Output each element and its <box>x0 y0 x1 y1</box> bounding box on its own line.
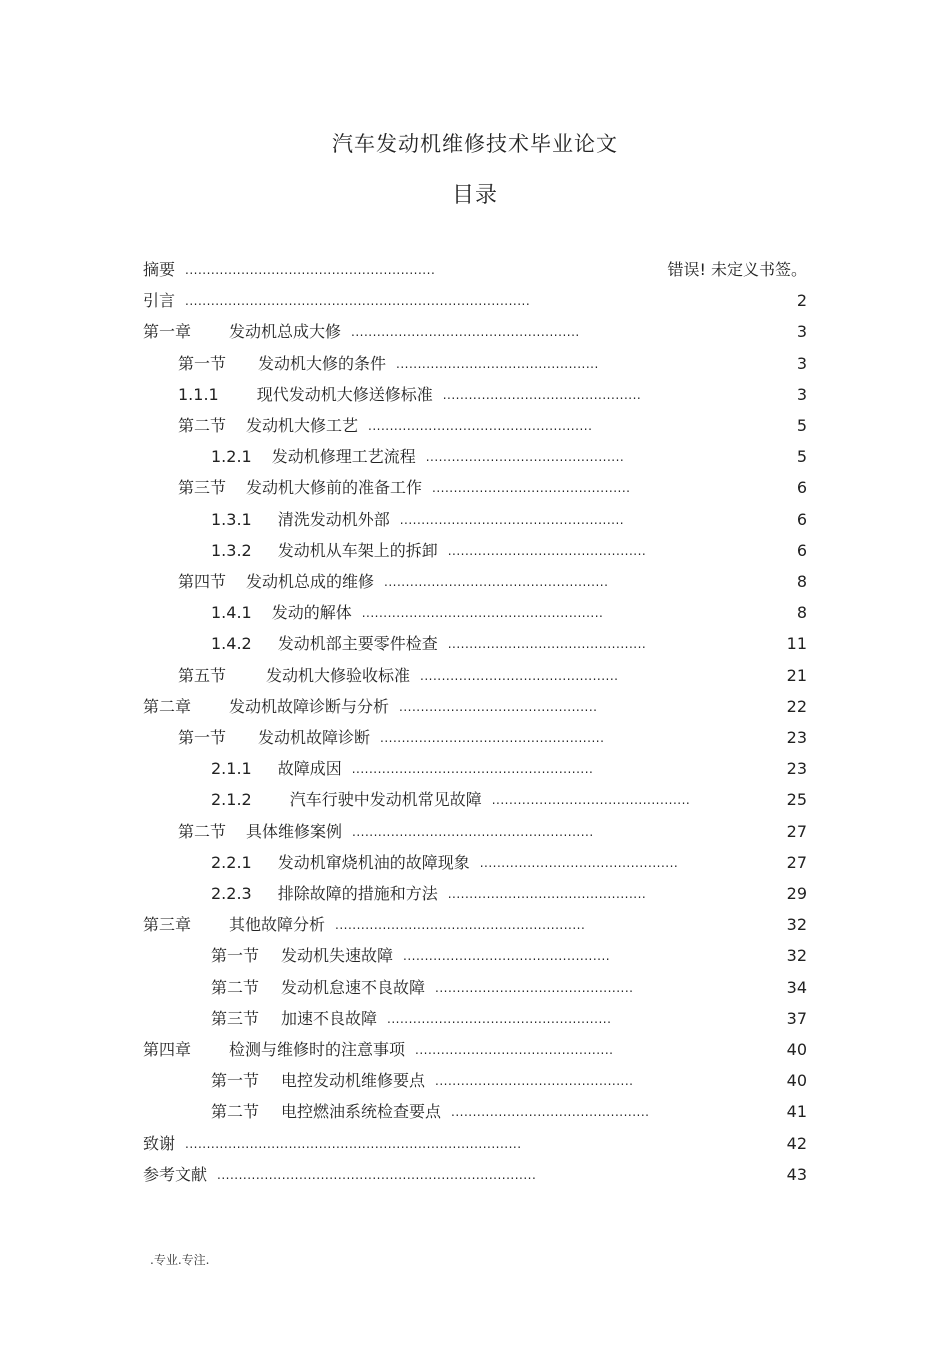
toc-entry-label <box>211 882 448 906</box>
toc-entry-label <box>178 820 352 844</box>
toc-leader-dots: .............................................. <box>435 980 634 995</box>
toc-entry-number: 第二节 <box>178 821 227 841</box>
toc-page-number: 27 <box>786 821 807 841</box>
toc-entry-title: 清洗发动机外部 <box>277 509 390 529</box>
toc-entry-title: 加速不良故障 <box>281 1008 378 1028</box>
document-title: 汽车发动机维修技术毕业论文 <box>332 132 618 156</box>
toc-entry-number: 第二章 <box>143 696 192 716</box>
toc-entry[interactable] <box>211 1007 611 1031</box>
toc-entry-number: 第四章 <box>143 1040 192 1059</box>
toc-leader-dots: .............................................. <box>425 450 625 465</box>
toc-entry-title: 故障成因 <box>277 759 342 779</box>
toc-entry-title: 发动机故障诊断与分析 <box>229 696 390 716</box>
toc-entry-label <box>211 1069 435 1093</box>
toc-page-number: 41 <box>786 1102 807 1122</box>
toc-page-number: 5 <box>796 416 807 435</box>
toc-entry-title: 发动机大修工艺 <box>246 416 359 435</box>
toc-entry-label <box>143 1163 217 1187</box>
toc-entry-label <box>143 320 351 344</box>
toc-entry-label <box>178 476 432 500</box>
page-footer: .专业.专注. <box>150 1253 210 1267</box>
toc-entry-number: 第三节 <box>211 1008 260 1028</box>
toc-entry-title: 发动机修理工艺流程 <box>271 447 416 467</box>
toc-entry-label <box>211 1007 387 1031</box>
toc-leader-dots: .............................................. <box>415 1043 614 1057</box>
toc-leader-dots: .......................................................................... <box>217 1167 537 1182</box>
toc-page-number: 2 <box>796 291 807 311</box>
toc-entry-title: 发动机故障诊断 <box>258 728 371 747</box>
toc-entry-label <box>143 1132 185 1156</box>
toc-page-number: 27 <box>786 852 807 872</box>
toc-entry-number: 1.1.1 <box>178 384 219 404</box>
toc-entry-label <box>211 944 403 968</box>
toc-leader-dots: .................................................... <box>399 512 625 527</box>
toc-entry-label <box>211 508 400 532</box>
toc-entry-title: 发动的解体 <box>271 603 352 623</box>
toc-page-number: 25 <box>786 790 807 810</box>
toc-leader-dots: .............................................. <box>435 1074 634 1089</box>
toc-entry-title: 发动机大修的条件 <box>258 353 387 373</box>
toc-entry-number: 第二节 <box>211 977 260 997</box>
toc-entry[interactable] <box>211 632 646 656</box>
toc-entry[interactable] <box>211 757 593 781</box>
toc-page-number: 32 <box>786 946 807 966</box>
toc-entry-number: 2.2.1 <box>211 852 252 872</box>
toc-entry-number: 2.1.2 <box>211 790 252 810</box>
toc-entry-title: 发动机总成大修 <box>229 322 342 342</box>
toc-entry-label <box>211 1100 451 1124</box>
toc-entry[interactable] <box>211 788 690 812</box>
toc-entry-number: 第三章 <box>143 915 192 935</box>
toc-leader-dots: ........................................................ <box>361 606 604 621</box>
toc-entry[interactable] <box>143 289 530 313</box>
toc-page-number: 8 <box>796 572 807 591</box>
toc-entry-number: 2.2.3 <box>211 884 252 903</box>
toc-entry-title: 排除故障的措施和方法 <box>277 884 438 903</box>
toc-entry[interactable] <box>178 664 619 688</box>
toc-entry[interactable] <box>211 601 603 625</box>
toc-entry-label <box>143 258 185 282</box>
toc-leader-dots: .................................................... <box>384 575 609 589</box>
toc-leader-dots: .............................................. <box>491 793 691 808</box>
toc-entry-title: 发动机大修前的准备工作 <box>246 478 423 498</box>
toc-page-number: 21 <box>786 665 807 685</box>
toc-entry-number: 第一节 <box>211 1071 260 1091</box>
toc-entry-number: 第三节 <box>178 478 227 498</box>
toc-page-number: 3 <box>796 322 807 342</box>
toc-leader-dots: .............................................. <box>432 481 631 496</box>
toc-entry-label <box>143 1038 415 1062</box>
toc-entry[interactable] <box>178 476 631 500</box>
toc-leader-dots: .............................................................................. <box>185 1136 522 1151</box>
toc-entry-title: 摘要 <box>143 260 176 279</box>
toc-entry-number: 1.2.1 <box>211 447 252 467</box>
toc-leader-dots: ........................................................ <box>351 762 594 777</box>
toc-leader-dots: ................................................ <box>403 949 611 964</box>
toc-entry-title: 具体维修案例 <box>246 821 343 841</box>
toc-page-number: 22 <box>786 696 807 716</box>
toc-entry[interactable] <box>143 1132 522 1156</box>
toc-entry[interactable] <box>178 726 604 750</box>
toc-entry-title: 现代发动机大修送修标准 <box>256 384 433 404</box>
toc-leader-dots: .............................................. <box>447 887 647 901</box>
toc-page-number: 8 <box>796 603 807 623</box>
toc-entry-number: 2.1.1 <box>211 759 252 779</box>
toc-page-number: 11 <box>786 634 807 654</box>
toc-entry[interactable] <box>178 414 592 438</box>
toc-leader-dots: .............................................. <box>479 855 679 870</box>
toc-entry-label <box>211 976 435 1000</box>
toc-entry-number: 1.3.1 <box>211 509 252 529</box>
toc-entry-title: 发动机窜烧机油的故障现象 <box>277 852 470 872</box>
toc-page-number: 3 <box>796 353 807 373</box>
toc-entry-label <box>211 851 480 875</box>
toc-entry[interactable] <box>211 539 646 563</box>
toc-page-number: 43 <box>786 1164 807 1184</box>
toc-entry-label <box>211 757 352 781</box>
toc-entry-title: 检测与维修时的注意事项 <box>229 1040 406 1059</box>
toc-page-number: 37 <box>786 1008 807 1028</box>
toc-entry[interactable] <box>211 1100 650 1124</box>
toc-entry[interactable] <box>211 445 624 469</box>
toc-page-number: 40 <box>786 1040 807 1059</box>
toc-entry[interactable] <box>143 695 598 719</box>
toc-leader-dots: .................................................... <box>368 419 593 433</box>
toc-page-number: 6 <box>796 478 807 498</box>
toc-entry-title: 发动机怠速不良故障 <box>281 977 426 997</box>
toc-leader-dots: .......................................................... <box>185 263 436 277</box>
toc-entry[interactable] <box>211 1069 634 1093</box>
toc-entry[interactable] <box>143 258 435 282</box>
toc-entry-number: 第五节 <box>178 665 227 685</box>
toc-entry-number: 第二节 <box>211 1102 260 1122</box>
toc-entry-label <box>178 383 443 407</box>
toc-entry-title: 发动机部主要零件检查 <box>277 634 438 654</box>
toc-entry-title: 电控发动机维修要点 <box>281 1071 426 1091</box>
toc-entry[interactable] <box>143 1163 536 1187</box>
toc-entry-label <box>178 726 380 750</box>
toc-entry-title: 引言 <box>143 291 176 311</box>
toc-entry-title: 电控燃油系统检查要点 <box>281 1102 442 1122</box>
toc-page-number: 40 <box>786 1071 807 1091</box>
toc-entry[interactable] <box>211 944 610 968</box>
toc-entry-label <box>178 570 384 594</box>
toc-entry-label <box>143 913 335 937</box>
toc-entry-label <box>143 289 185 313</box>
toc-entry-number: 第一节 <box>178 353 227 373</box>
toc-entry[interactable] <box>178 820 594 844</box>
toc-entry-label <box>211 445 426 469</box>
toc-entry-title: 发动机大修验收标准 <box>266 665 411 685</box>
toc-heading: 目录 <box>451 183 498 208</box>
toc-entry[interactable] <box>143 913 585 937</box>
toc-entry-label <box>178 664 420 688</box>
toc-leader-dots: .............................................. <box>447 543 647 558</box>
toc-entry-label <box>211 788 492 812</box>
toc-leader-dots: .................................................... <box>380 731 605 745</box>
toc-entry-title: 发动机总成的维修 <box>246 572 375 591</box>
toc-leader-dots: .............................................. <box>451 1105 650 1120</box>
toc-page-number: 23 <box>786 759 807 779</box>
toc-entry-title: 发动机失速故障 <box>281 946 394 966</box>
toc-page-number: 5 <box>796 447 807 467</box>
toc-entry-number: 1.4.1 <box>211 603 252 623</box>
toc-page-number: 23 <box>786 728 807 747</box>
toc-entry-title: 汽车行驶中发动机常见故障 <box>289 790 482 810</box>
toc-entry[interactable] <box>143 320 580 344</box>
toc-entry[interactable] <box>211 882 646 906</box>
toc-entry-number: 第一章 <box>143 322 192 342</box>
toc-entry-label <box>211 539 448 563</box>
toc-page-number: 32 <box>786 915 807 935</box>
toc-entry-title: 其他故障分析 <box>229 915 326 935</box>
toc-entry-number: 第一节 <box>211 946 260 966</box>
toc-entry-title: 参考文献 <box>143 1164 208 1184</box>
toc-entry[interactable] <box>211 508 624 532</box>
toc-leader-dots: .......................................................... <box>335 918 586 933</box>
toc-entry[interactable] <box>178 383 641 407</box>
toc-leader-dots: .............................................. <box>442 387 642 402</box>
toc-entry[interactable] <box>143 1038 614 1062</box>
toc-leader-dots: ................................................................................ <box>185 294 531 309</box>
toc-page-number: 6 <box>796 509 807 529</box>
toc-page-number: 29 <box>786 884 807 903</box>
toc-leader-dots: ..................................................... <box>351 325 580 340</box>
toc-leader-dots: ........................................................ <box>352 824 594 839</box>
toc-entry-number: 第二节 <box>178 416 227 435</box>
toc-page-number: 34 <box>786 977 807 997</box>
toc-page-number: 错误! 未定义书签。 <box>667 260 807 279</box>
toc-entry-title: 致谢 <box>143 1133 176 1153</box>
toc-entry[interactable] <box>211 976 634 1000</box>
toc-leader-dots: .............................................. <box>447 637 647 652</box>
toc-entry-label <box>211 632 448 656</box>
toc-leader-dots: .................................................... <box>387 1011 612 1026</box>
toc-leader-dots: .............................................. <box>420 668 619 683</box>
toc-entry-label <box>178 352 396 376</box>
toc-entry-number: 1.4.2 <box>211 634 252 654</box>
toc-entry-label <box>211 601 362 625</box>
toc-entry-number: 第四节 <box>178 572 227 591</box>
toc-entry-number: 1.3.2 <box>211 540 252 560</box>
toc-leader-dots: ............................................... <box>396 356 599 371</box>
toc-entry-label <box>178 414 368 438</box>
toc-leader-dots: .............................................. <box>399 699 598 714</box>
toc-entry-number: 第一节 <box>178 728 227 747</box>
toc-entry[interactable] <box>211 851 678 875</box>
toc-page-number: 3 <box>796 384 807 404</box>
toc-entry[interactable] <box>178 352 599 376</box>
toc-entry[interactable] <box>178 570 608 594</box>
toc-page-number: 6 <box>796 540 807 560</box>
toc-page-number: 42 <box>786 1133 807 1153</box>
toc-entry-label <box>143 695 399 719</box>
toc-entry-title: 发动机从车架上的拆卸 <box>277 540 438 560</box>
